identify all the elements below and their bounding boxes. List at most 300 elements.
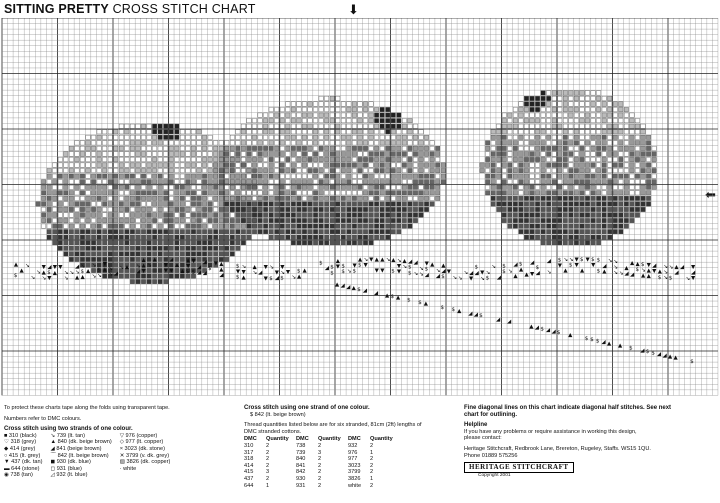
dmc-cell: 1 — [370, 475, 374, 482]
svg-text:↘: ↘ — [663, 275, 668, 282]
colour-key-item: × 3023 (dk. stone) — [119, 445, 165, 452]
svg-text:▼: ▼ — [691, 264, 696, 271]
svg-text:↘: ↘ — [108, 266, 113, 273]
copyright: Copyright 2001 — [478, 472, 511, 478]
svg-text:$: $ — [47, 270, 51, 277]
svg-text:↘: ↘ — [396, 258, 402, 265]
helpline-address: Heritage Stitchcraft, Redbrook Lane, Brereton, Rugeley, Staffs. WS15 1QU. Phone 01889 575256 — [464, 445, 651, 459]
svg-text:◢: ◢ — [47, 264, 52, 271]
dmc-cell: 2 — [370, 469, 374, 476]
svg-text:▼: ▼ — [141, 268, 146, 275]
svg-text:▲: ▲ — [41, 269, 46, 276]
svg-text:$: $ — [296, 268, 301, 275]
svg-text:↘: ↘ — [452, 275, 457, 282]
svg-text:▲: ▲ — [74, 275, 80, 282]
colour-key-item: ▽ 976 (copper) — [119, 432, 158, 439]
svg-text:▲: ▲ — [384, 292, 390, 299]
svg-text:▼: ▼ — [396, 263, 402, 270]
svg-text:▼: ▼ — [424, 261, 429, 268]
svg-text:↘: ↘ — [685, 275, 691, 282]
svg-text:◢: ◢ — [362, 288, 367, 294]
legend-column-2 — [244, 405, 444, 489]
svg-text:↘: ↘ — [97, 273, 102, 280]
svg-text:▼: ▼ — [363, 262, 368, 269]
svg-text:▲: ▲ — [629, 260, 635, 267]
svg-text:◢: ◢ — [113, 271, 119, 278]
helpline-heading: Helpline — [464, 422, 488, 429]
dmc-cell: 2 — [318, 475, 322, 482]
colour-key-item — [120, 472, 171, 479]
svg-text:▲: ▲ — [606, 340, 612, 347]
svg-text:$: $ — [451, 307, 456, 314]
svg-text:▲: ▲ — [174, 262, 180, 269]
svg-text:↘: ↘ — [147, 262, 152, 269]
svg-text:$: $ — [629, 345, 633, 352]
svg-text:$: $ — [580, 256, 584, 263]
svg-text:$: $ — [191, 269, 195, 276]
svg-text:$: $ — [407, 297, 411, 304]
svg-text:↘: ↘ — [241, 263, 247, 270]
svg-text:▼: ▼ — [480, 270, 485, 277]
colour-key-item: · white — [119, 465, 137, 472]
svg-text:▼: ▼ — [241, 269, 246, 276]
svg-text:↘: ↘ — [563, 257, 568, 264]
svg-text:◢: ◢ — [435, 273, 440, 280]
dmc-cell: 1 — [266, 482, 270, 489]
dmc-cell: 976 — [348, 449, 358, 456]
dmc-cell: 2 — [266, 456, 270, 463]
svg-text:◢: ◢ — [640, 348, 645, 354]
branch-motif — [14, 257, 696, 365]
svg-text:▲: ▲ — [180, 268, 185, 275]
svg-text:▼: ▼ — [185, 263, 191, 270]
svg-text:↘: ↘ — [346, 268, 352, 275]
svg-text:$: $ — [590, 337, 594, 344]
colour-key-item: ◇ 977 (lt. copper) — [119, 439, 164, 446]
svg-text:▼: ▼ — [263, 264, 268, 271]
svg-text:▲: ▲ — [351, 285, 356, 292]
svg-text:▲: ▲ — [124, 264, 130, 271]
svg-text:▼: ▼ — [102, 261, 107, 268]
svg-text:▼: ▼ — [574, 262, 579, 269]
svg-text:▲: ▲ — [252, 264, 257, 271]
dmc-cell: 2 — [318, 462, 322, 469]
svg-text:◢: ◢ — [656, 351, 662, 358]
svg-text:↘: ↘ — [363, 256, 369, 263]
svg-text:◢: ◢ — [507, 319, 512, 326]
svg-text:▲: ▲ — [568, 332, 573, 339]
dmc-cell: 739 — [296, 449, 306, 456]
svg-text:◢: ◢ — [662, 352, 667, 359]
dmc-cell: white — [348, 482, 362, 489]
svg-text:▲: ▲ — [219, 267, 224, 274]
svg-text:▲: ▲ — [646, 273, 651, 280]
dmc-cell: 2 — [370, 442, 374, 449]
colour-key-item: ◿ 932 (lt. blue) — [50, 472, 88, 479]
svg-text:▼: ▼ — [58, 264, 63, 271]
svg-text:↘: ↘ — [280, 269, 285, 276]
svg-text:▲: ▲ — [402, 258, 407, 265]
svg-text:↘: ↘ — [291, 274, 297, 281]
svg-text:◢: ◢ — [346, 284, 351, 291]
svg-text:▲: ▲ — [241, 274, 246, 281]
svg-text:↘: ↘ — [80, 263, 86, 270]
svg-text:▲: ▲ — [102, 266, 107, 273]
svg-text:▼: ▼ — [652, 268, 657, 275]
dmc-cell: 841 — [296, 462, 306, 469]
center-arrow-left-icon: ⬅ — [705, 187, 716, 202]
svg-text:▼: ▼ — [374, 267, 379, 274]
svg-text:▲: ▲ — [423, 301, 429, 308]
svg-text:◢: ◢ — [545, 327, 551, 334]
dmc-cell: 415 — [244, 469, 254, 476]
svg-text:$: $ — [97, 267, 101, 274]
svg-text:↘: ↘ — [668, 264, 674, 271]
svg-text:$: $ — [540, 326, 544, 333]
svg-text:◢: ◢ — [324, 265, 329, 272]
svg-text:↘: ↘ — [252, 270, 258, 277]
dmc-quantity-table — [244, 436, 444, 489]
svg-text:$: $ — [645, 349, 650, 356]
svg-text:$: $ — [208, 265, 212, 272]
svg-text:◢: ◢ — [258, 270, 263, 277]
svg-text:▼: ▼ — [191, 258, 196, 265]
dmc-cell: 3 — [266, 469, 270, 476]
svg-text:▲: ▲ — [335, 282, 340, 288]
svg-text:$: $ — [485, 275, 490, 282]
svg-text:$: $ — [502, 263, 506, 270]
svg-text:▼: ▼ — [469, 275, 474, 282]
svg-text:↘: ↘ — [641, 267, 646, 274]
colour-key-list — [4, 433, 234, 479]
helpline-text-1: If you have any problems or require assistance in working this design, — [464, 428, 637, 435]
svg-text:$: $ — [557, 257, 562, 264]
svg-text:↘: ↘ — [613, 264, 618, 271]
svg-text:▼: ▼ — [380, 268, 385, 275]
svg-text:$: $ — [635, 266, 639, 273]
colour-key-item: ■ 310 (black) — [4, 432, 37, 439]
svg-text:▲: ▲ — [152, 256, 157, 263]
svg-text:↘: ↘ — [457, 275, 463, 282]
svg-text:◢: ◢ — [629, 271, 635, 278]
svg-text:$: $ — [341, 269, 345, 276]
svg-text:▼: ▼ — [352, 262, 357, 269]
svg-text:$: $ — [502, 268, 506, 275]
svg-text:◢: ◢ — [624, 271, 629, 278]
svg-text:▲: ▲ — [19, 268, 24, 275]
svg-text:$: $ — [330, 270, 334, 277]
dmc-cell: 840 — [296, 456, 306, 463]
svg-text:$: $ — [341, 263, 345, 270]
svg-text:◢: ◢ — [202, 259, 207, 266]
colour-key-item: ▬ 644 (stone) — [4, 465, 40, 472]
svg-text:◢: ◢ — [441, 268, 446, 275]
dmc-cell: 2 — [370, 482, 374, 489]
svg-text:▼: ▼ — [446, 269, 452, 276]
svg-text:▲: ▲ — [374, 256, 379, 263]
svg-text:↘: ↘ — [613, 269, 618, 276]
colour-key-item: ▲ 840 (dk. beige brown) — [50, 439, 112, 446]
svg-text:$: $ — [596, 268, 601, 275]
svg-text:$: $ — [584, 336, 589, 342]
svg-text:$: $ — [80, 269, 84, 276]
svg-text:$: $ — [280, 275, 284, 282]
svg-text:$: $ — [441, 274, 445, 281]
svg-text:▲: ▲ — [668, 354, 673, 360]
svg-text:◢: ◢ — [413, 259, 418, 266]
svg-text:▲: ▲ — [52, 270, 57, 277]
svg-text:◢: ◢ — [534, 325, 540, 332]
svg-text:▲: ▲ — [302, 267, 307, 274]
svg-text:▲: ▲ — [441, 263, 446, 270]
svg-text:↘: ↘ — [613, 258, 618, 265]
dmc-header: Quantity — [318, 436, 341, 443]
svg-text:▲: ▲ — [513, 273, 518, 280]
svg-text:◢: ◢ — [674, 270, 679, 277]
svg-text:▲: ▲ — [580, 267, 585, 274]
svg-text:▲: ▲ — [674, 264, 679, 271]
svg-text:◢: ◢ — [535, 270, 540, 277]
svg-text:▼: ▼ — [280, 264, 285, 271]
svg-text:▲: ▲ — [529, 324, 534, 330]
svg-text:▲: ▲ — [185, 257, 191, 264]
svg-text:▼: ▼ — [47, 275, 52, 282]
svg-text:$: $ — [407, 270, 412, 277]
dmc-header: Quantity — [266, 436, 289, 443]
svg-text:▼: ▼ — [369, 256, 374, 263]
svg-text:▲: ▲ — [296, 274, 302, 281]
svg-text:◢: ◢ — [169, 256, 174, 263]
svg-text:↘: ↘ — [30, 274, 36, 281]
heritage-logo: HERITAGE STITCHCRAFT — [464, 462, 574, 473]
svg-text:◢: ◢ — [474, 270, 479, 277]
svg-text:▲: ▲ — [563, 268, 568, 275]
svg-text:↘: ↘ — [63, 275, 69, 282]
svg-text:$: $ — [690, 358, 694, 365]
svg-text:▲: ▲ — [141, 257, 146, 264]
svg-text:▼: ▼ — [263, 275, 268, 282]
svg-text:$: $ — [319, 260, 323, 267]
svg-text:$: $ — [596, 257, 601, 264]
svg-text:$: $ — [424, 266, 429, 273]
title-bold: SITTING PRETTY — [4, 2, 109, 16]
svg-text:◢: ◢ — [469, 270, 474, 277]
dmc-cell: 2 — [266, 475, 270, 482]
svg-text:▼: ▼ — [169, 268, 174, 275]
svg-text:◢: ◢ — [513, 262, 518, 269]
svg-text:◢: ◢ — [197, 270, 202, 277]
svg-text:↘: ↘ — [618, 270, 624, 277]
svg-text:↘: ↘ — [485, 270, 491, 277]
chart-title — [4, 2, 256, 16]
dmc-header: Quantity — [370, 436, 393, 443]
svg-text:$: $ — [391, 268, 395, 275]
svg-text:↘: ↘ — [74, 269, 80, 276]
svg-text:↘: ↘ — [546, 269, 552, 276]
svg-text:$: $ — [668, 275, 673, 282]
svg-text:↘: ↘ — [663, 269, 668, 276]
svg-text:◢: ◢ — [473, 312, 478, 318]
svg-text:▼: ▼ — [235, 268, 241, 275]
svg-text:$: $ — [595, 338, 600, 345]
svg-text:◢: ◢ — [219, 272, 224, 279]
dmc-cell: 318 — [244, 456, 254, 463]
dmc-cell: 317 — [244, 449, 254, 456]
svg-text:↘: ↘ — [607, 258, 613, 265]
svg-text:▲: ▲ — [673, 355, 678, 362]
colour-key-item: ✕ 3799 (v. dk. grey) — [119, 452, 170, 459]
dmc-cell: 977 — [348, 456, 358, 463]
dmc-cell: 414 — [244, 462, 254, 469]
svg-text:▼: ▼ — [274, 270, 279, 277]
colour-key-item: ▨ 3826 (dk. copper) — [119, 459, 171, 466]
svg-text:◢: ◢ — [407, 259, 413, 266]
svg-text:↘: ↘ — [91, 273, 97, 280]
svg-text:↘: ↘ — [663, 264, 668, 271]
dmc-cell: 931 — [296, 482, 306, 489]
svg-text:$: $ — [352, 268, 356, 275]
svg-text:$: $ — [641, 261, 645, 268]
svg-text:◢: ◢ — [373, 290, 379, 297]
svg-text:◢: ◢ — [202, 270, 207, 277]
dmc-cell: 932 — [348, 442, 358, 449]
svg-text:▲: ▲ — [624, 265, 629, 272]
svg-text:↘: ↘ — [480, 275, 485, 282]
numbers-note: Numbers refer to DMC colours. — [4, 415, 82, 422]
dmc-header: DMC — [244, 436, 257, 443]
svg-text:◢: ◢ — [468, 310, 473, 317]
diagonal-note: Fine diagonal lines on this chart indicate diagonal half stitches. See next chart for outlining. — [464, 405, 672, 418]
svg-text:$: $ — [390, 294, 394, 300]
svg-text:$: $ — [591, 257, 595, 264]
colour-key-item: ◢ 841 (beige brown) — [50, 445, 102, 452]
svg-text:▲: ▲ — [457, 308, 462, 315]
dmc-cell: 437 — [244, 475, 254, 482]
svg-text:↘: ↘ — [463, 270, 469, 277]
colour-key-item: ▼ 437 (dk. tan) — [4, 459, 43, 466]
dmc-header: DMC — [296, 436, 309, 443]
dmc-cell: 2 — [266, 442, 270, 449]
svg-text:▲: ▲ — [391, 257, 396, 264]
svg-text:◢: ◢ — [495, 316, 501, 323]
svg-text:▲: ▲ — [219, 261, 224, 268]
svg-text:◢: ◢ — [74, 264, 80, 271]
svg-text:▼: ▼ — [213, 260, 218, 267]
dmc-cell: 310 — [244, 442, 254, 449]
grid-lines — [2, 18, 718, 395]
dmc-cell: 2 — [318, 469, 322, 476]
svg-text:▼: ▼ — [396, 269, 402, 276]
dmc-cell: 3 — [318, 449, 322, 456]
svg-text:↘: ↘ — [69, 269, 75, 276]
svg-text:$: $ — [568, 262, 573, 269]
svg-text:▼: ▼ — [585, 256, 590, 263]
dmc-cell: 3826 — [348, 475, 361, 482]
dmc-cell: 3799 — [348, 469, 361, 476]
svg-text:▼: ▼ — [530, 271, 535, 278]
svg-text:↘: ↘ — [507, 268, 513, 275]
svg-text:↘: ↘ — [269, 264, 274, 271]
thread-quantity-note: Thread quantities listed below are for six stranded, 81cm (2ft) lengths of DMC stranded cottons. — [244, 422, 422, 435]
one-strand-item: $ 842 (lt. beige brown) — [250, 411, 306, 418]
svg-text:◢: ◢ — [601, 339, 606, 346]
cross-stitch-grid — [0, 18, 720, 400]
svg-text:$: $ — [518, 261, 523, 268]
svg-text:▲: ▲ — [396, 295, 401, 302]
colour-key-item: ◻ 931 (blue) — [50, 465, 82, 472]
colour-key-item: ♡ 318 (grey) — [4, 439, 37, 446]
center-arrow-down-icon: ⬇ — [348, 2, 359, 17]
colour-key-item: ⌒ 842 (lt. beige brown) — [50, 452, 109, 459]
one-strand-heading: Cross stitch using one strand of one colour. — [244, 405, 370, 411]
svg-text:$: $ — [535, 265, 540, 272]
dmc-cell: 930 — [296, 475, 306, 482]
svg-text:◢: ◢ — [551, 328, 556, 335]
dmc-cell: 2 — [370, 462, 374, 469]
svg-text:↘: ↘ — [419, 266, 424, 273]
dmc-cell: 2 — [266, 462, 270, 469]
colour-key-item: ○ 415 (lt. grey) — [4, 452, 41, 459]
svg-text:$: $ — [358, 262, 362, 269]
dmc-cell: 3023 — [348, 462, 361, 469]
svg-text:$: $ — [657, 274, 662, 281]
svg-text:↘: ↘ — [413, 270, 419, 277]
svg-text:$: $ — [185, 269, 190, 276]
dmc-cell: 2 — [370, 456, 374, 463]
svg-text:$: $ — [557, 330, 561, 336]
svg-text:↘: ↘ — [491, 264, 496, 271]
svg-text:▲: ▲ — [13, 262, 19, 269]
svg-text:↘: ↘ — [568, 256, 574, 263]
colour-key-item: ◼ 930 (dk. blue) — [50, 459, 91, 466]
svg-text:◢: ◢ — [530, 260, 535, 267]
svg-text:▼: ▼ — [591, 262, 596, 269]
svg-text:▲: ▲ — [618, 343, 623, 350]
svg-text:▼: ▼ — [335, 264, 341, 271]
svg-text:$: $ — [235, 263, 240, 270]
svg-text:▲: ▲ — [86, 268, 91, 275]
svg-text:↘: ↘ — [136, 263, 141, 270]
svg-text:▲: ▲ — [635, 261, 640, 268]
svg-text:▲: ▲ — [80, 274, 85, 281]
svg-text:$: $ — [440, 304, 444, 311]
svg-text:▲: ▲ — [430, 261, 435, 268]
svg-text:▼: ▼ — [574, 256, 579, 263]
svg-text:▼: ▼ — [41, 264, 46, 271]
svg-text:↘: ↘ — [385, 257, 391, 264]
svg-text:▼: ▼ — [163, 267, 168, 274]
svg-text:▼: ▼ — [285, 269, 291, 276]
dmc-cell: 2 — [266, 449, 270, 456]
tape-note: To protect these charts tape along the folds using transparent tape. — [4, 405, 170, 411]
legend-column-3 — [464, 405, 714, 479]
dmc-cell: 1 — [370, 449, 374, 456]
svg-text:◢: ◢ — [496, 274, 501, 281]
dmc-cell: 2 — [318, 442, 322, 449]
dmc-cell: 842 — [296, 469, 306, 476]
svg-text:↘: ↘ — [108, 271, 113, 278]
title-rest: CROSS STITCH CHART — [108, 2, 256, 16]
svg-text:↘: ↘ — [119, 264, 124, 271]
svg-text:▼: ▼ — [52, 264, 57, 271]
colour-key-item: ↘ 739 (lt. tan) — [50, 432, 86, 439]
svg-text:▼: ▼ — [163, 262, 168, 269]
svg-text:▲: ▲ — [518, 267, 524, 274]
svg-text:↘: ↘ — [25, 263, 30, 270]
svg-text:◢: ◢ — [691, 270, 696, 277]
svg-text:$: $ — [474, 264, 479, 271]
svg-text:▲: ▲ — [358, 256, 363, 263]
